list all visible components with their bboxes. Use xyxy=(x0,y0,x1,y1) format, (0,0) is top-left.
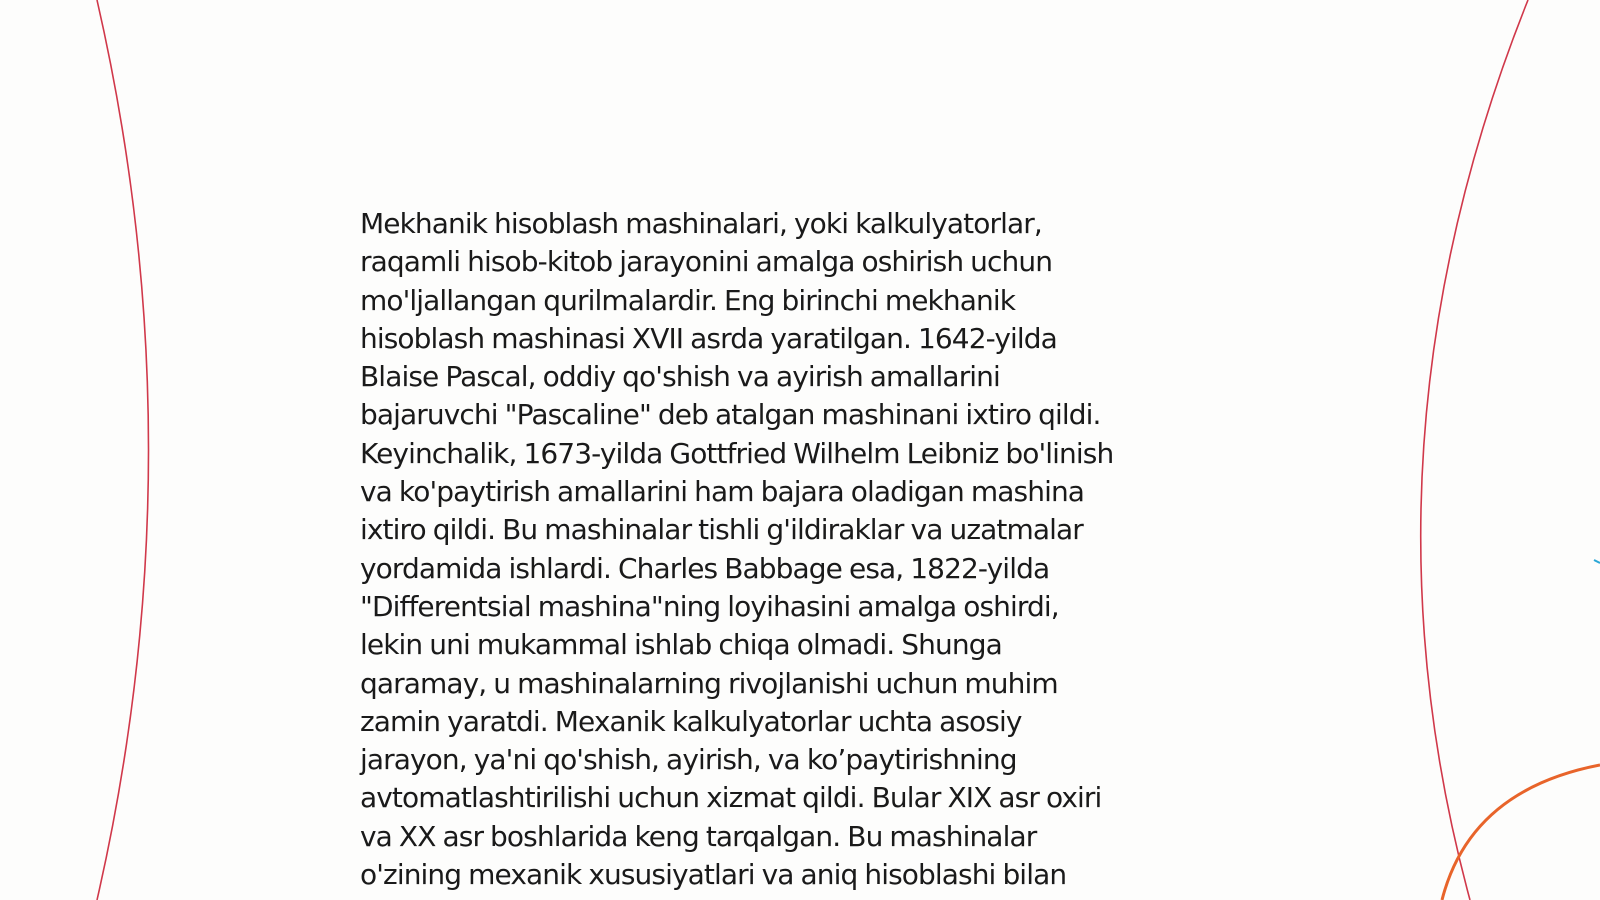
body-paragraph: Mekhanik hisoblash mashinalari, yoki kalkulyatorlar, raqamli hisob-kitob jarayonini amalga oshirish uchun mo'ljallangan qurilmalardir. Eng birinchi mekhanik hisoblash mashinasi XVII asrda yaratilgan. 1642-yilda Blaise Pascal, oddiy qo'shish va ayirish amallarini bajaruvchi "Pascaline" deb atalgan mashinani ixtiro qildi. Keyinchalik, 1673-yilda Gottfried Wilhelm Leibniz bo'linish va ko'paytirish amallarini ham bajara oladigan mashina ixtiro qildi. Bu mashinalar tishli g'ildiraklar va uzatmalar yordamida ishlardi. Charles Babbage esa, 1822-yilda "Differentsial mashina"ning loyihasini amalga oshirdi, lekin uni mukammal ishlab chiqa olmadi. Shunga qaramay, u mashinalarning rivojlanishi uchun muhim zamin yaratdi. Mexanik kalkulyatorlar uchta asosiy jarayon, ya'ni qo'shish, ayirish, va ko’paytirishning avtomatlashtirilishi uchun xizmat qildi. Bular XIX asr oxiri va XX asr boshlarida keng tarqalgan. Bu mashinalar o'zining mexanik xususiyatlari va aniq hisoblashi bilan xyxy=(360,207,1114,892)
edge-accent-mark xyxy=(1594,560,1600,563)
right-curve-line xyxy=(1421,0,1528,900)
corner-accent-arc xyxy=(1442,765,1600,900)
left-curve-line xyxy=(97,0,149,900)
